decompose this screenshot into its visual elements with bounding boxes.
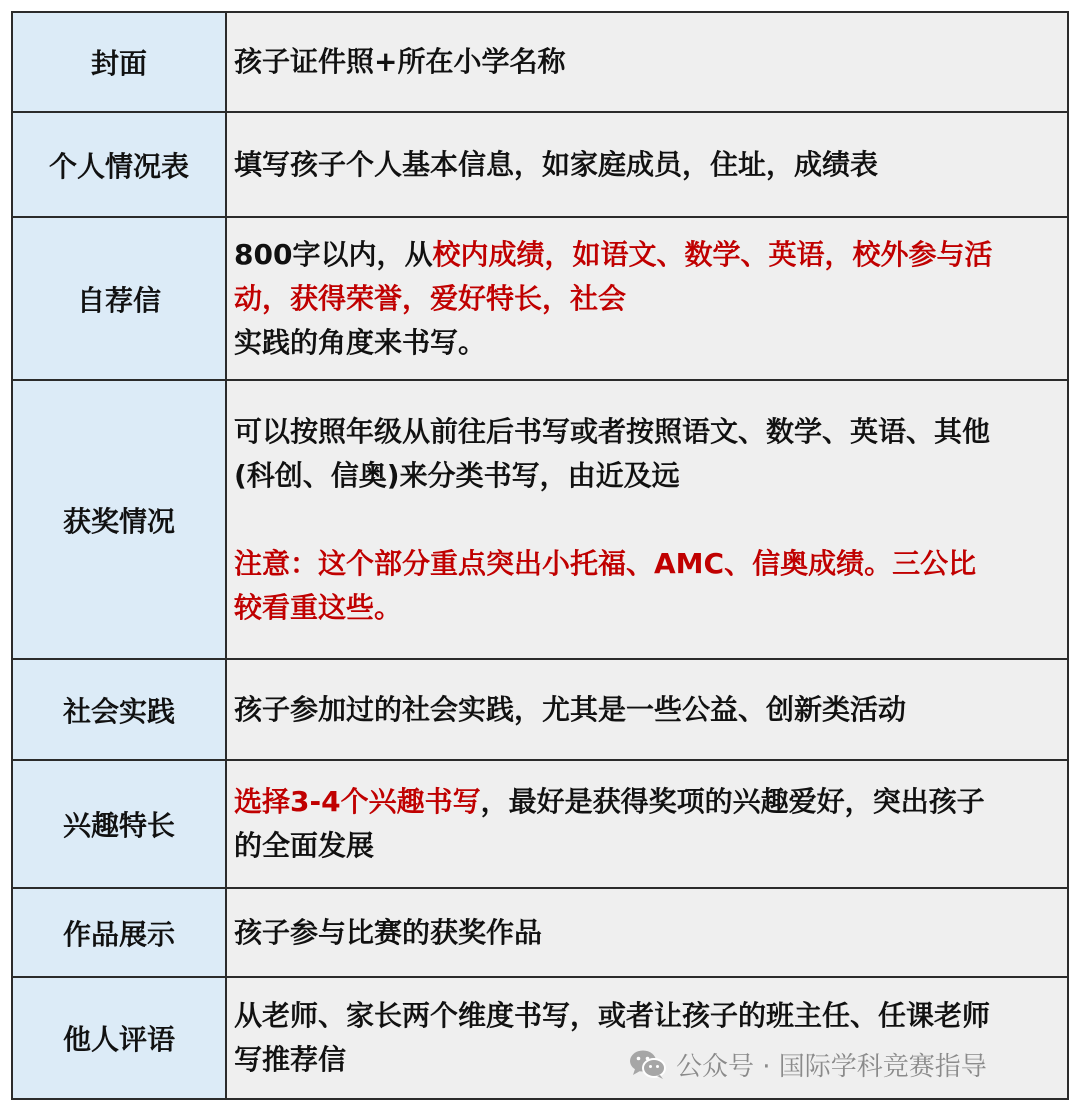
content-text: 800字以内，从: [234, 237, 433, 271]
row-label: 获奖情况: [12, 380, 226, 659]
content-line: [234, 994, 1061, 1038]
row-content: [226, 217, 1068, 380]
table-row: [12, 888, 1068, 977]
content-text: 孩子参与比赛的获奖作品: [234, 915, 543, 949]
blank-line: [234, 498, 1061, 542]
highlighted-text: 较看重这些。: [234, 590, 403, 624]
row-label: 自荐信: [12, 217, 226, 380]
row-content: [226, 888, 1068, 977]
content-text: 填写孩子个人基本信息，如家庭成员，住址，成绩表: [234, 147, 879, 181]
content-text: 从老师、家长两个维度书写，或者让孩子的班主任、任课老师: [234, 999, 991, 1032]
row-content: [226, 12, 1068, 112]
content-line: [234, 40, 1061, 84]
watermark-text: 公众号 · 国际学科竞赛指导: [676, 1051, 987, 1082]
content-line: [234, 277, 1061, 321]
row-content: [226, 760, 1068, 888]
content-line: [234, 542, 1061, 586]
row-content: [226, 112, 1068, 217]
content-line: [234, 780, 1061, 824]
watermark: [628, 1048, 987, 1080]
content-line: [234, 688, 1061, 732]
highlighted-text: 选择3-4个兴趣书写: [234, 785, 481, 818]
content-line: [234, 143, 1061, 187]
content-line: [234, 321, 1061, 365]
table-row: [12, 217, 1068, 380]
content-text: ，最好是获得奖项的兴趣爱好，突出孩子: [480, 785, 985, 818]
content-line: [234, 454, 1061, 498]
content-text: (科创、信奥)来分类书写，由近及远: [234, 458, 680, 492]
content-line: [234, 586, 1061, 630]
highlighted-text: 校内成绩，如语文、数学、英语，校外参与活: [432, 237, 993, 271]
highlighted-text: 动，获得荣誉，爱好特长，社会: [234, 281, 627, 315]
table-row: [12, 112, 1068, 217]
table-row: [12, 380, 1068, 659]
table-row: [12, 12, 1068, 112]
row-label: 兴趣特长: [12, 760, 226, 888]
content-text: 实践的角度来书写。: [234, 325, 487, 359]
content-text: 的全面发展: [234, 829, 375, 862]
row-label: 作品展示: [12, 888, 226, 977]
row-label: 封面: [12, 12, 226, 112]
content-text: 孩子参加过的社会实践，尤其是一些公益、创新类活动: [234, 692, 907, 726]
content-text: 可以按照年级从前往后书写或者按照语文、数学、英语、其他: [234, 414, 991, 448]
content-line: [234, 233, 1061, 277]
row-label: 个人情况表: [12, 112, 226, 217]
content-line: [234, 824, 1061, 868]
table-body: [12, 12, 1068, 1099]
row-content: [226, 659, 1068, 760]
table-row: [12, 760, 1068, 888]
row-label: 社会实践: [12, 659, 226, 760]
content-line: [234, 911, 1061, 955]
content-text: 写推荐信: [234, 1043, 347, 1076]
row-content: [226, 380, 1068, 659]
highlighted-text: 注意：这个部分重点突出小托福、AMC、信奥成绩。三公比: [234, 546, 977, 580]
row-label: 他人评语: [12, 977, 226, 1099]
content-text: 孩子证件照+所在小学名称: [234, 45, 566, 78]
content-line: [234, 410, 1061, 454]
wechat-icon: [628, 1048, 668, 1080]
portfolio-table: [11, 11, 1069, 1100]
table-row: [12, 659, 1068, 760]
